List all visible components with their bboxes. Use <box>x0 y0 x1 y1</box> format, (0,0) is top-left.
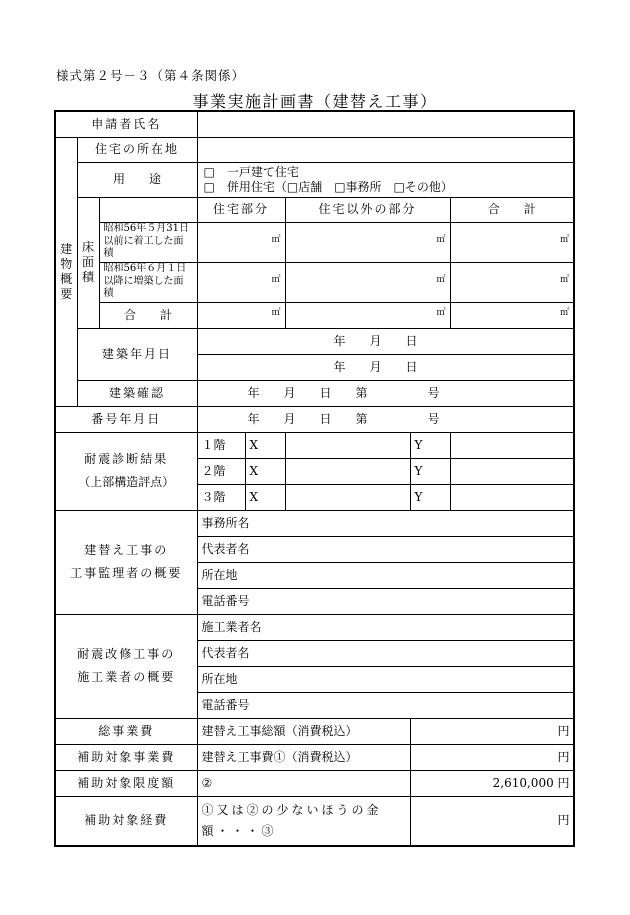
seismic-y-2[interactable] <box>450 458 574 484</box>
subsidy-cost-desc: 建替え工事費①（消費税込） <box>197 744 410 770</box>
seismic-y-label: Y <box>410 432 450 458</box>
area-total-label: 合 計 <box>99 302 197 328</box>
seismic-y-3[interactable] <box>450 484 574 510</box>
seismic-y-label: Y <box>410 484 450 510</box>
yen-unit: 円 <box>557 813 570 828</box>
usage-option-detached[interactable]: □ 一戸建て住宅 <box>203 164 299 179</box>
area-before-residential[interactable] <box>197 222 285 262</box>
seismic-label-line1: 耐震診断結果 <box>84 452 169 466</box>
contractor-name-field[interactable]: 施工業者名 <box>197 614 574 640</box>
area-before-non-residential[interactable] <box>285 222 450 262</box>
unit-label: ㎡ <box>436 235 446 246</box>
seismic-floor-3: ３階 <box>197 484 245 510</box>
seismic-x-label: X <box>245 484 285 510</box>
unit-label: ㎡ <box>436 308 446 319</box>
supervisor-label-line2: 工事監理者の概要 <box>70 566 183 580</box>
area-before-total[interactable] <box>450 222 574 262</box>
supervisor-address-field[interactable]: 所在地 <box>197 562 574 588</box>
unit-label: ㎡ <box>271 275 281 286</box>
unit-label: ㎡ <box>560 308 570 319</box>
seismic-y-1[interactable] <box>450 432 574 458</box>
subsidy-limit-value: 2,610,000 円 <box>410 770 574 796</box>
building-confirm-date-label: 番号年月日 <box>55 406 197 432</box>
floor-area-label: 床 面 積 <box>77 197 99 328</box>
subsidy-limit-desc: ② <box>197 770 410 796</box>
unit-label: ㎡ <box>271 235 281 246</box>
col-non-residential-header: 住宅以外の部分 <box>285 197 450 222</box>
unit-label: ㎡ <box>560 235 570 246</box>
seismic-x-label: X <box>245 458 285 484</box>
supervisor-phone-field[interactable]: 電話番号 <box>197 588 574 614</box>
supervisor-rep-field[interactable]: 代表者名 <box>197 536 574 562</box>
contractor-phone-field[interactable]: 電話番号 <box>197 692 574 718</box>
area-before-label: 昭和56年５月31日以前に着工した面積 <box>99 222 197 262</box>
total-cost-value[interactable] <box>410 718 574 744</box>
building-confirm-field-1[interactable]: 年 月 日 第 号 <box>197 380 574 406</box>
subsidy-limit-label: 補助対象限度額 <box>55 770 197 796</box>
supervisor-label <box>55 510 197 614</box>
unit-label: ㎡ <box>436 275 446 286</box>
subsidy-expense-desc: ①又は②の少ないほうの金額・・・③ <box>197 796 410 846</box>
col-residential-header: 住宅部分 <box>197 197 285 222</box>
contractor-label <box>55 614 197 718</box>
yen-unit: 円 <box>557 723 570 738</box>
subsidy-expense-label: 補助対象経費 <box>55 796 197 846</box>
area-total-total[interactable] <box>450 302 574 328</box>
subsidy-expense-value[interactable] <box>410 796 574 846</box>
address-field[interactable] <box>197 137 574 162</box>
subsidy-cost-label: 補助対象事業費 <box>55 744 197 770</box>
seismic-x-3[interactable] <box>285 484 410 510</box>
total-cost-desc: 建替え工事総額（消費税込） <box>197 718 410 744</box>
area-after-non-residential[interactable] <box>285 262 450 302</box>
contractor-label-line2: 施工業者の概要 <box>77 670 176 684</box>
seismic-label-line2: （上部構造評点） <box>78 475 175 489</box>
applicant-name-field[interactable] <box>197 111 574 137</box>
supervisor-label-line1: 建替え工事の <box>84 543 169 557</box>
contractor-address-field[interactable]: 所在地 <box>197 666 574 692</box>
usage-option-mixed[interactable]: □ 併用住宅（□店舗 □事務所 □その他） <box>203 179 453 194</box>
area-total-residential[interactable] <box>197 302 285 328</box>
applicant-name-label: 申請者氏名 <box>55 111 197 137</box>
seismic-floor-1: １階 <box>197 432 245 458</box>
seismic-y-label: Y <box>410 458 450 484</box>
supervisor-office-field[interactable]: 事務所名 <box>197 510 574 536</box>
subsidy-cost-value[interactable] <box>410 744 574 770</box>
building-confirm-field-2[interactable]: 年 月 日 第 号 <box>197 406 574 432</box>
area-after-residential[interactable] <box>197 262 285 302</box>
area-after-total[interactable] <box>450 262 574 302</box>
building-overview-label: 建 物 概 要 <box>55 137 77 406</box>
building-confirm-label: 建築確認 <box>77 380 197 406</box>
area-total-non-residential[interactable] <box>285 302 450 328</box>
unit-label: ㎡ <box>560 275 570 286</box>
plan-form-table <box>54 110 575 847</box>
area-after-label: 昭和56年６月１日以降に増築した面積 <box>99 262 197 302</box>
seismic-x-1[interactable] <box>285 432 410 458</box>
contractor-rep-field[interactable]: 代表者名 <box>197 640 574 666</box>
built-date-label: 建築年月日 <box>77 328 197 380</box>
total-cost-label: 総事業費 <box>55 718 197 744</box>
built-date-field-1[interactable]: 年 月 日 <box>197 328 574 354</box>
usage-label: 用 途 <box>77 162 197 197</box>
col-total-header: 合 計 <box>450 197 574 222</box>
yen-unit: 円 <box>557 749 570 764</box>
unit-label: ㎡ <box>271 308 281 319</box>
contractor-label-line1: 耐震改修工事の <box>77 647 176 661</box>
document-title: 事業実施計画書（建替え工事） <box>192 92 438 111</box>
form-number: 様式第２号－３（第４条関係） <box>56 68 246 83</box>
address-label: 住宅の所在地 <box>77 137 197 162</box>
seismic-floor-2: ２階 <box>197 458 245 484</box>
floor-area-corner <box>99 197 197 222</box>
seismic-result-label <box>55 432 197 510</box>
seismic-x-2[interactable] <box>285 458 410 484</box>
seismic-x-label: X <box>245 432 285 458</box>
built-date-field-2[interactable]: 年 月 日 <box>197 354 574 380</box>
